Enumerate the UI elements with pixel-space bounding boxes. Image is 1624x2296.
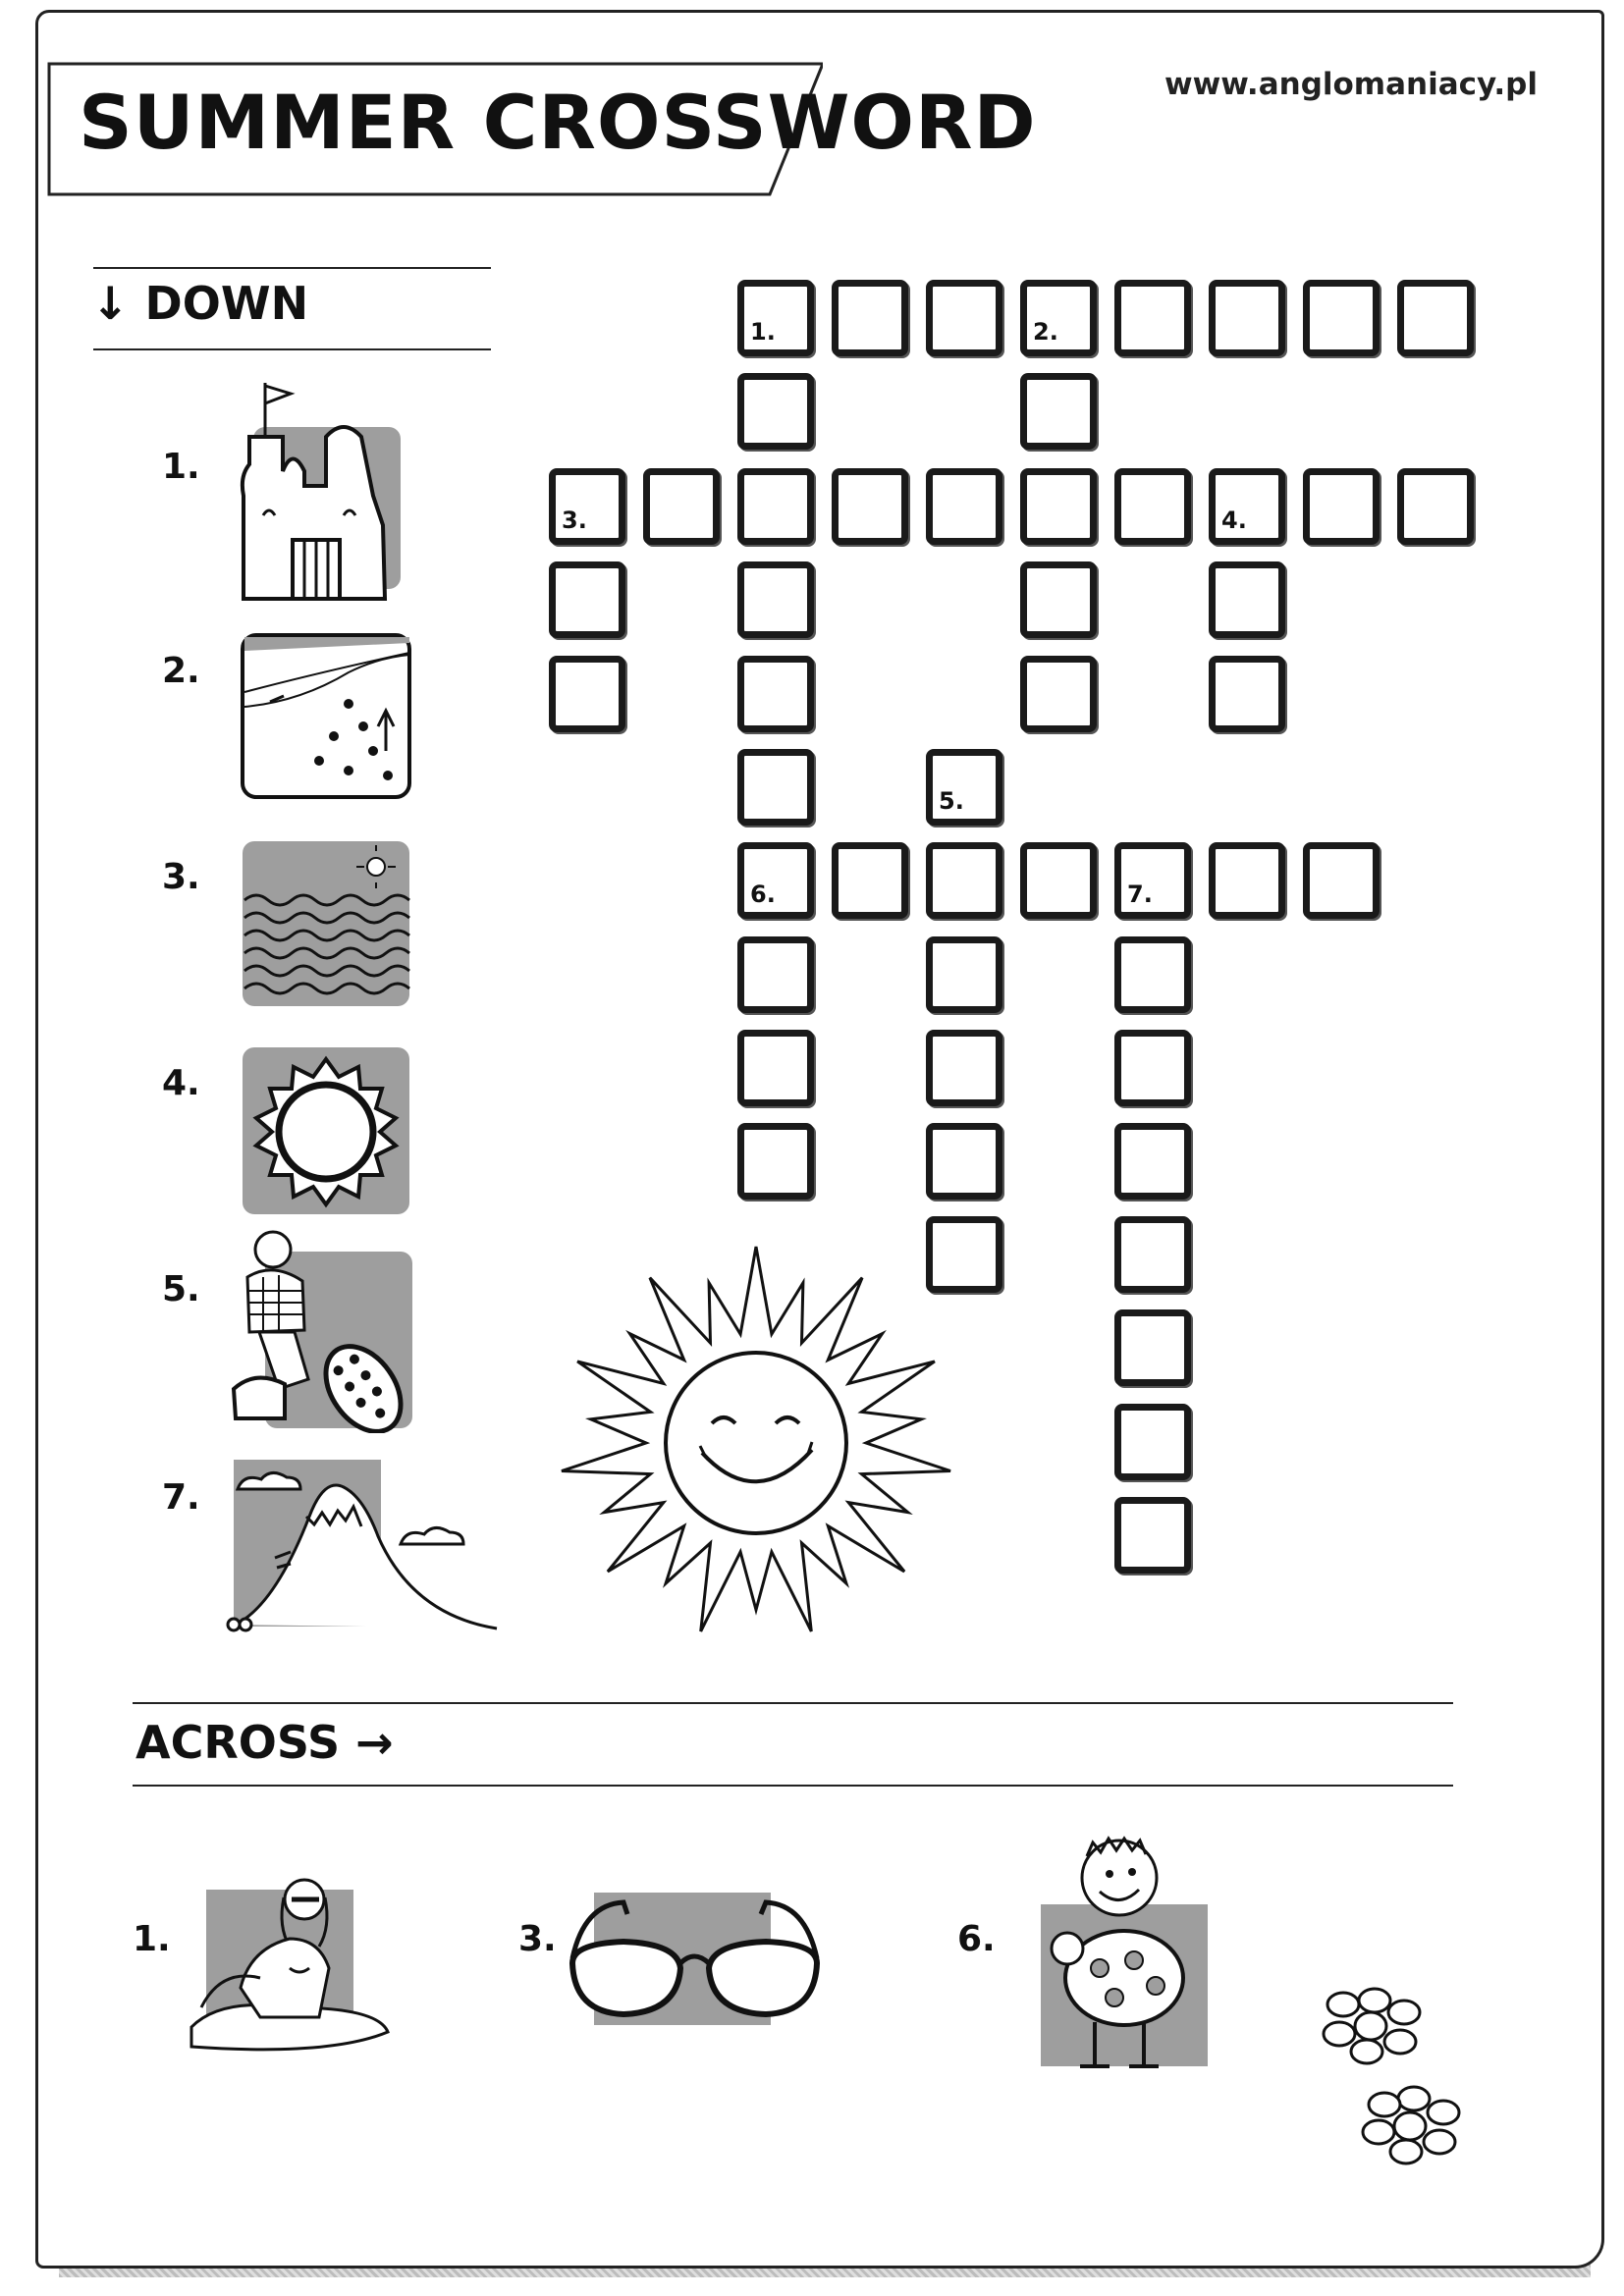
crossword-cell[interactable] bbox=[926, 1123, 1002, 1200]
website-url[interactable]: www.anglomaniacy.pl bbox=[1164, 67, 1538, 102]
crossword-cell[interactable] bbox=[1020, 842, 1097, 919]
swimming-ring-picture bbox=[1016, 1831, 1218, 2086]
crossword-cell[interactable] bbox=[1114, 1497, 1191, 1574]
across-clue-number: 3. bbox=[518, 1919, 557, 1959]
crossword-cell[interactable] bbox=[1303, 280, 1380, 356]
crossword-clue-number: 6. bbox=[750, 881, 776, 908]
crossword-cell[interactable] bbox=[1114, 1030, 1191, 1106]
down-clue-number: 4. bbox=[162, 1063, 200, 1103]
crossword-clue-number: 4. bbox=[1221, 507, 1247, 534]
crossword-clue-number: 1. bbox=[750, 318, 776, 346]
sea-picture bbox=[241, 839, 412, 1011]
crossword-cell[interactable] bbox=[926, 280, 1002, 356]
crossword-cell[interactable] bbox=[1209, 842, 1285, 919]
crossword-cell[interactable] bbox=[926, 936, 1002, 1013]
across-clue-number: 1. bbox=[133, 1919, 171, 1959]
down-rule-top bbox=[93, 267, 491, 269]
crossword-cell[interactable] bbox=[737, 1030, 814, 1106]
crossword-cell[interactable] bbox=[737, 280, 814, 356]
down-rule-bottom bbox=[93, 348, 491, 350]
crossword-cell[interactable] bbox=[832, 280, 908, 356]
across-heading: ACROSS → bbox=[135, 1716, 394, 1769]
across-rule-bottom bbox=[133, 1785, 1453, 1787]
crossword-cell[interactable] bbox=[1397, 468, 1474, 545]
mountain-picture bbox=[216, 1448, 501, 1634]
crossword-cell[interactable] bbox=[1114, 1216, 1191, 1293]
crossword-clue-number: 5. bbox=[939, 787, 964, 815]
hiking-boots-picture bbox=[226, 1222, 417, 1433]
crossword-cell[interactable] bbox=[549, 561, 625, 638]
crossword-cell[interactable] bbox=[737, 561, 814, 638]
crossword-cell[interactable] bbox=[737, 656, 814, 732]
crossword-cell[interactable] bbox=[1209, 468, 1285, 545]
crossword-cell[interactable] bbox=[926, 842, 1002, 919]
crossword-cell[interactable] bbox=[1209, 280, 1285, 356]
beach-picture bbox=[241, 633, 412, 800]
crossword-cell[interactable] bbox=[549, 468, 625, 545]
crossword-cell[interactable] bbox=[737, 1123, 814, 1200]
crossword-cell[interactable] bbox=[926, 468, 1002, 545]
down-heading: ↓ DOWN bbox=[91, 277, 309, 330]
down-clue-number: 5. bbox=[162, 1269, 200, 1309]
across-rule-top bbox=[133, 1702, 1453, 1704]
crossword-cell[interactable] bbox=[1114, 1309, 1191, 1386]
smiling-sun-illustration bbox=[555, 1242, 967, 1634]
crossword-cell[interactable] bbox=[737, 373, 814, 450]
crossword-cell[interactable] bbox=[832, 468, 908, 545]
crossword-cell[interactable] bbox=[1303, 468, 1380, 545]
crossword-cell[interactable] bbox=[1020, 656, 1097, 732]
crossword-cell[interactable] bbox=[1020, 561, 1097, 638]
crossword-cell[interactable] bbox=[1020, 373, 1097, 450]
crossword-cell[interactable] bbox=[1303, 842, 1380, 919]
across-clue-number: 6. bbox=[957, 1919, 996, 1959]
crossword-cell[interactable] bbox=[737, 749, 814, 826]
page-title: SUMMER CROSSWORD bbox=[79, 79, 1037, 166]
flowers-decoration bbox=[1306, 1973, 1463, 2169]
sunbathing-picture bbox=[182, 1860, 412, 2056]
down-clue-number: 2. bbox=[162, 651, 200, 691]
down-clue-number: 3. bbox=[162, 857, 200, 897]
sandcastle-picture bbox=[236, 378, 412, 604]
crossword-cell[interactable] bbox=[1209, 561, 1285, 638]
crossword-cell[interactable] bbox=[737, 936, 814, 1013]
crossword-cell[interactable] bbox=[1209, 656, 1285, 732]
crossword-cell[interactable] bbox=[1114, 280, 1191, 356]
crossword-clue-number: 7. bbox=[1127, 881, 1153, 908]
crossword-cell[interactable] bbox=[1114, 1123, 1191, 1200]
down-clue-number: 7. bbox=[162, 1477, 200, 1518]
crossword-cell[interactable] bbox=[1020, 468, 1097, 545]
crossword-cell[interactable] bbox=[1114, 936, 1191, 1013]
crossword-cell[interactable] bbox=[737, 468, 814, 545]
crossword-cell[interactable] bbox=[1114, 842, 1191, 919]
crossword-clue-number: 2. bbox=[1033, 318, 1058, 346]
crossword-cell[interactable] bbox=[549, 656, 625, 732]
sun-picture bbox=[241, 1045, 412, 1217]
crossword-cell[interactable] bbox=[643, 468, 720, 545]
crossword-cell[interactable] bbox=[926, 1030, 1002, 1106]
sunglasses-picture bbox=[565, 1885, 825, 2032]
crossword-cell[interactable] bbox=[832, 842, 908, 919]
crossword-cell[interactable] bbox=[1114, 468, 1191, 545]
crossword-cell[interactable] bbox=[737, 842, 814, 919]
crossword-clue-number: 3. bbox=[562, 507, 587, 534]
down-clue-number: 1. bbox=[162, 447, 200, 487]
crossword-cell[interactable] bbox=[1020, 280, 1097, 356]
crossword-cell[interactable] bbox=[1114, 1404, 1191, 1480]
crossword-cell[interactable] bbox=[1397, 280, 1474, 356]
crossword-cell[interactable] bbox=[926, 749, 1002, 826]
